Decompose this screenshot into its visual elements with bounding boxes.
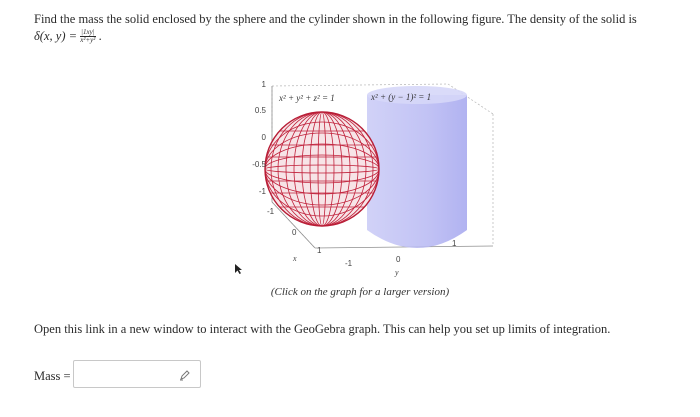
cylinder-equation-label: x² + (y − 1)² = 1	[371, 92, 432, 102]
graph-caption-text[interactable]: (Click on the graph for a larger version)	[270, 286, 450, 298]
cylinder-surface	[367, 86, 467, 248]
density-denominator: x²+y²	[80, 36, 96, 44]
z-tick-1: 1	[261, 80, 266, 89]
density-fraction	[80, 29, 96, 44]
x-tick-1: 1	[317, 246, 322, 255]
density-numerator: |1xy|	[81, 28, 95, 36]
question-sentence: Find the mass the solid enclosed by the sphere and the cylinder shown in the following figure. The density of the solid is	[34, 12, 637, 26]
mouse-cursor-icon	[234, 263, 243, 275]
sphere-equation-label: x² + y² + z² = 1	[279, 93, 335, 103]
y-tick-0: 0	[396, 255, 401, 264]
density-lhs: δ(x, y) =	[34, 29, 78, 43]
geogebra-link[interactable]: Open this link in a new window to interact with the GeoGebra graph. This can help you set up limits of integration.	[34, 322, 611, 336]
density-period: .	[98, 29, 102, 43]
z-tick-neg-1: -1	[258, 187, 266, 196]
density-formula	[34, 28, 684, 45]
z-axis-ticks	[252, 80, 266, 196]
y-tick-neg-1: -1	[345, 259, 353, 268]
y-axis-label: y	[395, 268, 399, 277]
graph-caption[interactable]	[0, 286, 700, 298]
mass-label: Mass =	[34, 369, 71, 383]
z-tick-0: 0	[261, 133, 266, 142]
sphere-wireframe	[265, 112, 379, 226]
x-axis-label: x	[293, 254, 297, 263]
pencil-icon[interactable]	[179, 369, 191, 381]
mass-input[interactable]	[73, 360, 201, 388]
question-text	[34, 11, 684, 45]
z-tick-0-5: 0.5	[254, 106, 266, 115]
y-tick-1: 1	[452, 239, 457, 248]
x-tick-0: 0	[292, 228, 297, 237]
z-tick-neg-0-5: -0.5	[252, 160, 266, 169]
graph-svg[interactable]	[235, 70, 495, 284]
x-tick-neg-1: -1	[267, 207, 275, 216]
graph-image[interactable]	[235, 70, 495, 284]
